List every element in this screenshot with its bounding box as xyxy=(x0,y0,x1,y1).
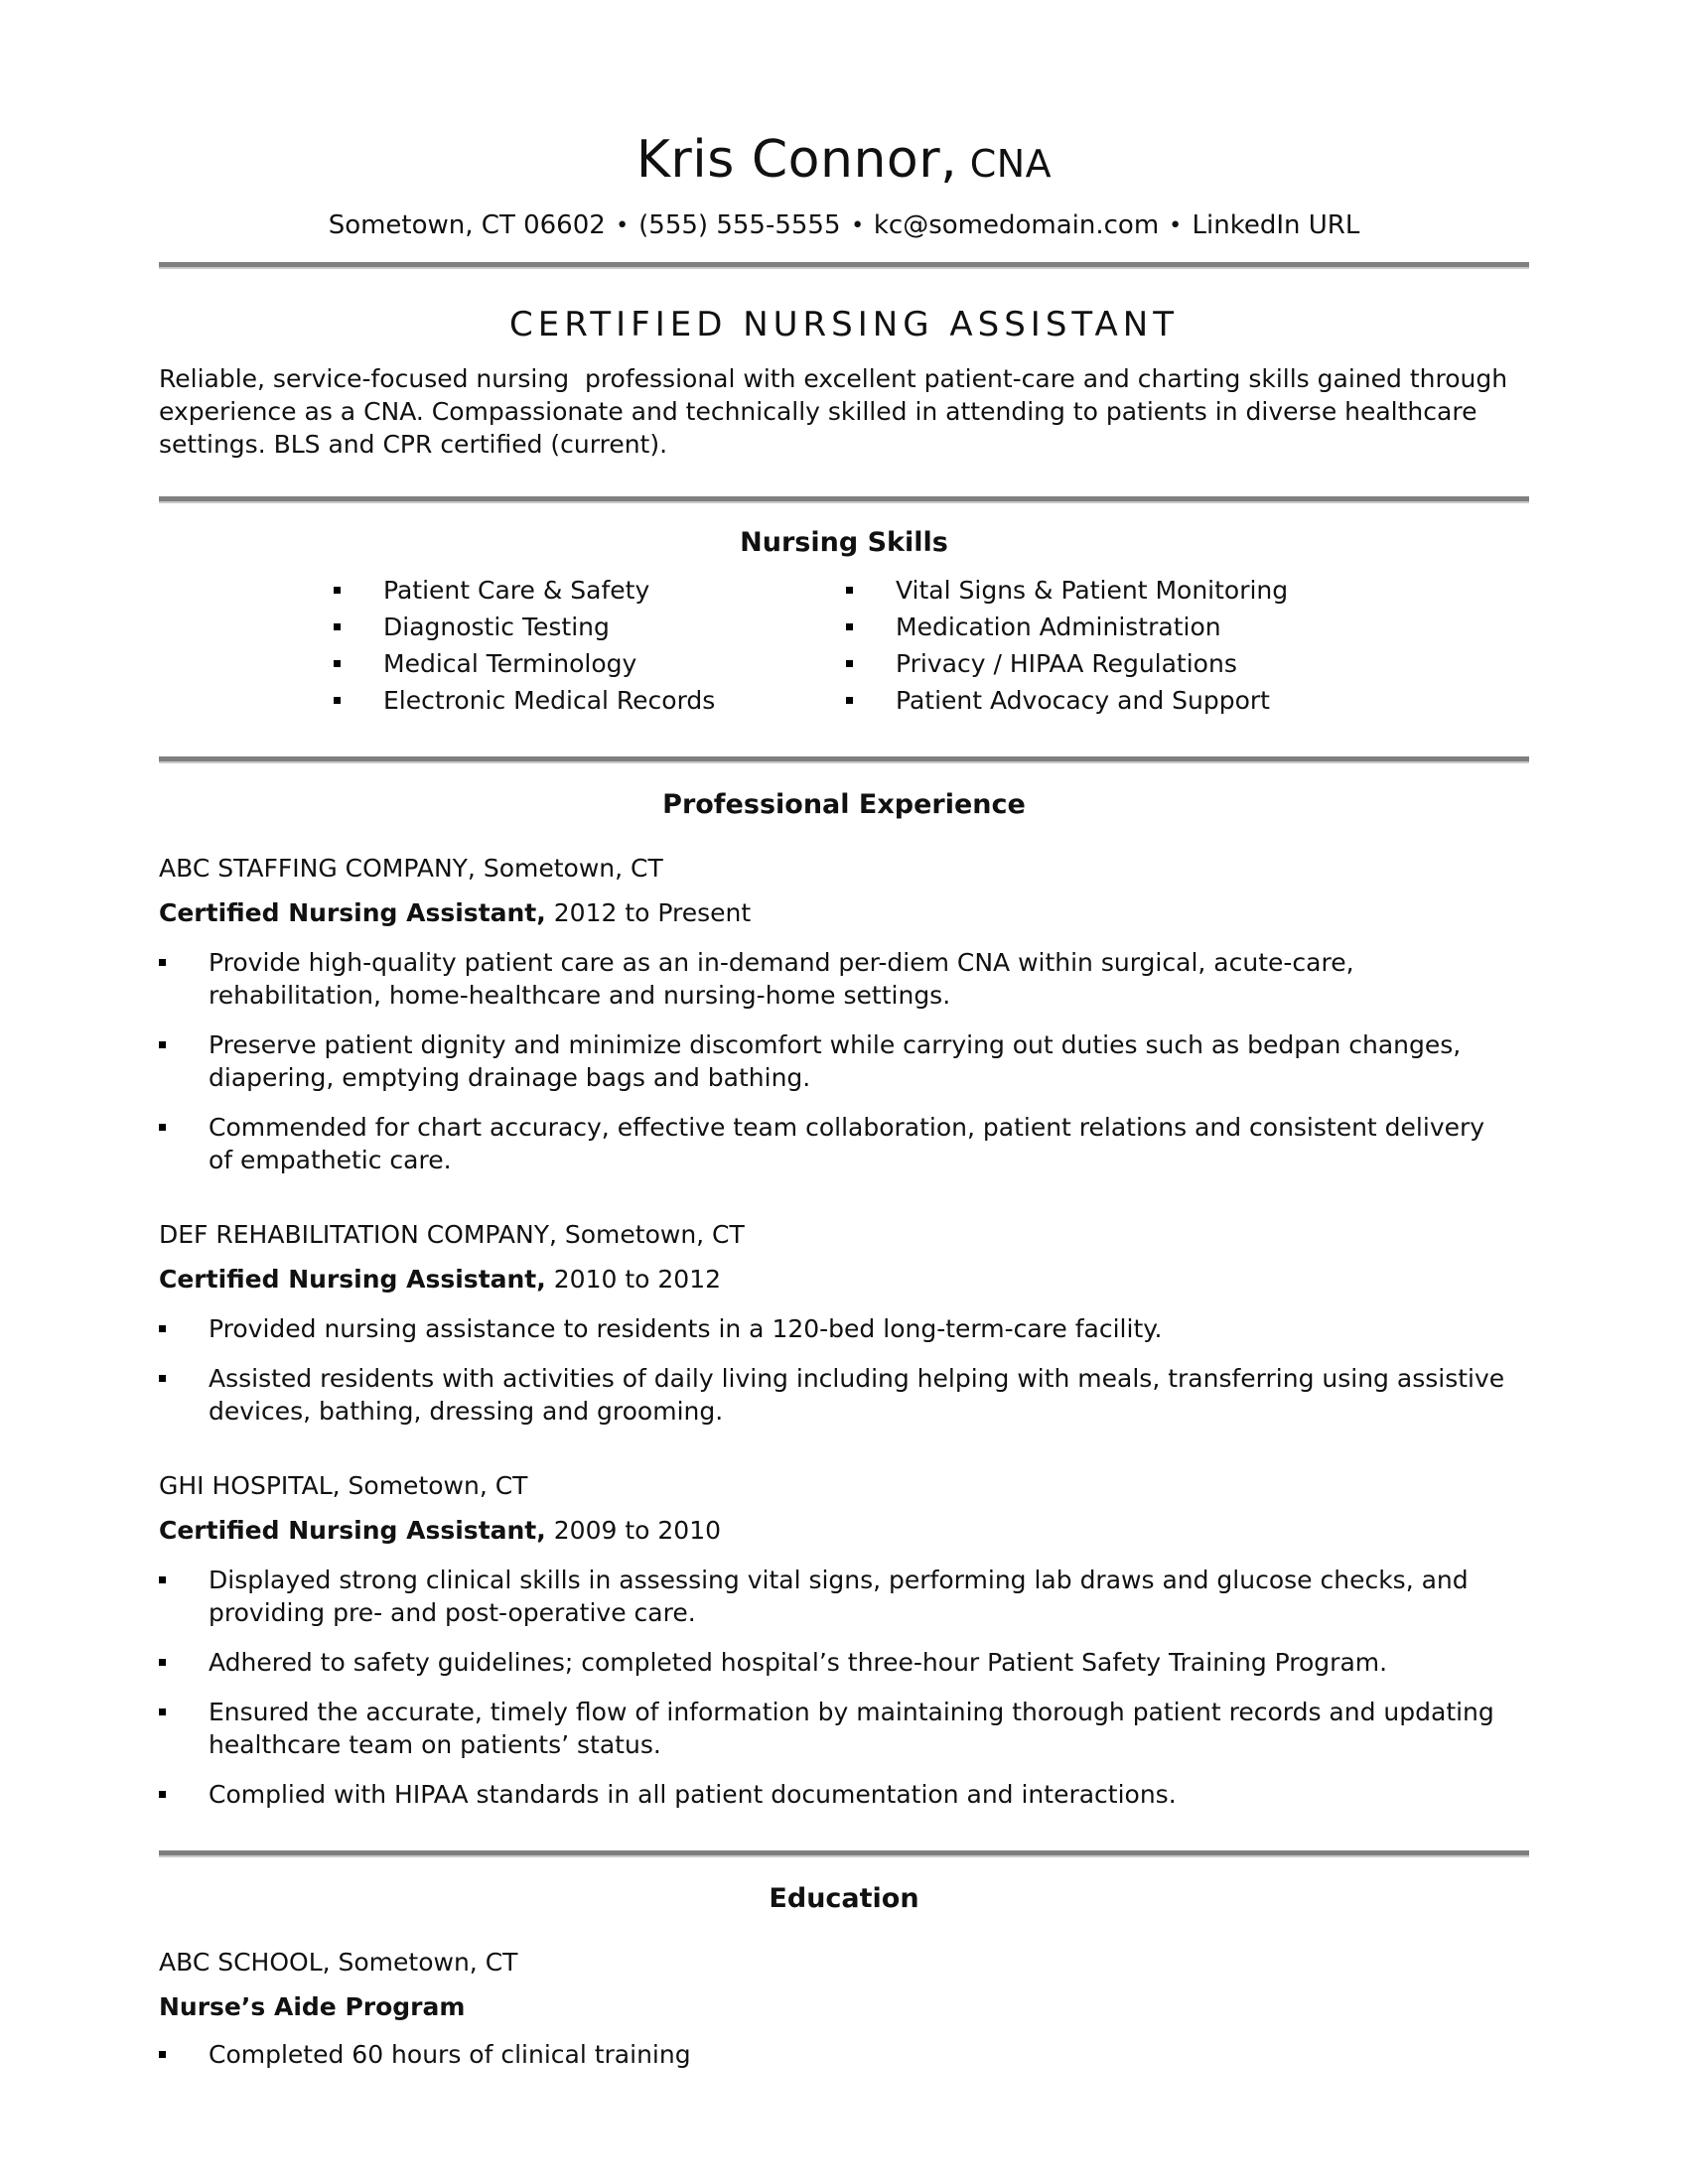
job-company: ABC STAFFING COMPANY, Sometown, CT xyxy=(159,854,663,883)
credential-text: CNA xyxy=(969,142,1053,186)
job-bullet-text: Preserve patient dignity and minimize discomfort while carrying out duties such as bedpan changes, diapering, emptying drainage bags and bathing. xyxy=(209,1030,1462,1092)
job-title: Certified Nursing Assistant, xyxy=(159,898,546,927)
job-bullet-text: Ensured the accurate, timely flow of information by maintaining thorough patient records and updating healthcare team on patients’ status. xyxy=(209,1698,1494,1759)
skills-section-heading: Nursing Skills xyxy=(740,527,948,558)
skills-columns xyxy=(159,572,1529,719)
experience-job xyxy=(159,1469,1529,1811)
job-bullet-list xyxy=(159,1564,1529,1811)
dot-separator-icon: • xyxy=(850,212,864,238)
square-bullet-icon xyxy=(159,1576,166,1583)
skill-item xyxy=(846,645,1288,682)
job-bullet xyxy=(159,1778,1529,1811)
job-bullet xyxy=(159,1646,1529,1679)
square-bullet-icon xyxy=(334,697,341,704)
job-bullet xyxy=(159,1564,1529,1629)
square-bullet-icon xyxy=(159,1375,166,1382)
square-bullet-icon xyxy=(159,2051,166,2058)
square-bullet-icon xyxy=(159,1325,166,1332)
contact-linkedin: LinkedIn URL xyxy=(1192,210,1360,240)
job-bullet xyxy=(159,1111,1529,1176)
contact-location: Sometown, CT 06602 xyxy=(328,210,606,240)
skill-item-text: Medical Terminology xyxy=(383,649,637,678)
job-dates: 2010 to 2012 xyxy=(553,1265,722,1294)
skill-item-text: Patient Advocacy and Support xyxy=(896,686,1270,715)
skill-item xyxy=(334,645,846,682)
experience-job xyxy=(159,1218,1529,1428)
experience-section-heading: Professional Experience xyxy=(662,789,1026,820)
job-title: Certified Nursing Assistant, xyxy=(159,1265,546,1294)
candidate-name-line xyxy=(159,129,1529,195)
dot-separator-icon: • xyxy=(615,212,630,238)
skills-column-right xyxy=(846,572,1288,719)
square-bullet-icon xyxy=(334,587,341,594)
job-bullet-text: Commended for chart accuracy, effective team collaboration, patient relations and consistent delivery of empathetic care. xyxy=(209,1113,1485,1174)
job-bullet-text: Displayed strong clinical skills in assessing vital signs, performing lab draws and glucose checks, and providing pre- and post-operative care. xyxy=(209,1566,1469,1627)
job-title: Certified Nursing Assistant, xyxy=(159,1516,546,1545)
contact-line xyxy=(159,208,1529,242)
square-bullet-icon xyxy=(159,1708,166,1715)
job-title-line xyxy=(159,1263,1529,1296)
job-bullet xyxy=(159,1312,1529,1345)
job-dates: 2012 to Present xyxy=(553,898,752,927)
education-bullet-text: Completed 60 hours of clinical training xyxy=(209,2040,691,2069)
education-program: Nurse’s Aide Program xyxy=(159,1992,466,2021)
job-title-line xyxy=(159,896,1529,929)
job-bullet-list xyxy=(159,1312,1529,1428)
candidate-credential xyxy=(957,142,1052,186)
headline-title: CERTIFIED NURSING ASSISTANT xyxy=(509,305,1179,344)
skill-item xyxy=(334,609,846,645)
job-bullet xyxy=(159,946,1529,1012)
contact-phone: (555) 555-5555 xyxy=(638,210,841,240)
skill-item-text: Diagnostic Testing xyxy=(383,613,610,641)
job-bullet-text: Provide high-quality patient care as an in-demand per-diem CNA within surgical, acute-care, rehabilitation, home-healthcare and nursing-home settings. xyxy=(209,948,1354,1010)
education-school: ABC SCHOOL, Sometown, CT xyxy=(159,1948,518,1977)
job-bullet xyxy=(159,1362,1529,1428)
job-bullet-text: Provided nursing assistance to residents in a 120-bed long-term-care facility. xyxy=(209,1314,1163,1343)
section-divider xyxy=(159,756,1529,763)
skill-item xyxy=(334,682,846,719)
dot-separator-icon: • xyxy=(1169,212,1183,238)
skill-item xyxy=(846,682,1288,719)
skill-item xyxy=(334,572,846,609)
square-bullet-icon xyxy=(846,623,853,630)
job-bullet xyxy=(159,1028,1529,1094)
section-divider xyxy=(159,1850,1529,1857)
job-bullet-list xyxy=(159,946,1529,1176)
square-bullet-icon xyxy=(846,697,853,704)
job-bullet xyxy=(159,1696,1529,1761)
skill-item xyxy=(846,572,1288,609)
square-bullet-icon xyxy=(159,1659,166,1666)
job-company: GHI HOSPITAL, Sometown, CT xyxy=(159,1471,528,1500)
education-bullet-list xyxy=(159,2038,1529,2071)
skill-item-text: Electronic Medical Records xyxy=(383,686,716,715)
skill-item-text: Medication Administration xyxy=(896,613,1221,641)
section-divider xyxy=(159,496,1529,503)
experience-job xyxy=(159,852,1529,1176)
job-bullet-text: Complied with HIPAA standards in all patient documentation and interactions. xyxy=(209,1780,1177,1809)
square-bullet-icon xyxy=(159,1791,166,1798)
job-company: DEF REHABILITATION COMPANY, Sometown, CT xyxy=(159,1220,745,1249)
square-bullet-icon xyxy=(846,587,853,594)
skills-column-left xyxy=(334,572,846,719)
skill-item xyxy=(846,609,1288,645)
skill-item-text: Privacy / HIPAA Regulations xyxy=(896,649,1237,678)
square-bullet-icon xyxy=(334,623,341,630)
section-divider xyxy=(159,262,1529,269)
candidate-name: Kris Connor, xyxy=(635,130,958,190)
summary-text: Reliable, service-focused nursing professional with excellent patient-care and charting skills gained through experience as a CNA. Compassionate and technically skilled in attending to patients in diverse healthcare settings. BLS and CPR certified (current). xyxy=(159,364,1516,459)
square-bullet-icon xyxy=(334,660,341,667)
contact-email: kc@somedomain.com xyxy=(873,210,1160,240)
square-bullet-icon xyxy=(159,959,166,966)
education-section-heading: Education xyxy=(769,1883,919,1914)
square-bullet-icon xyxy=(846,660,853,667)
education-bullet xyxy=(159,2038,1529,2071)
job-bullet-text: Adhered to safety guidelines; completed hospital’s three-hour Patient Safety Training Program. xyxy=(209,1648,1388,1677)
job-bullet-text: Assisted residents with activities of daily living including helping with meals, transferring using assistive devices, bathing, dressing and grooming. xyxy=(209,1364,1505,1426)
job-dates: 2009 to 2010 xyxy=(553,1516,722,1545)
square-bullet-icon xyxy=(159,1041,166,1048)
skill-item-text: Patient Care & Safety xyxy=(383,576,650,605)
skill-item-text: Vital Signs & Patient Monitoring xyxy=(896,576,1289,605)
square-bullet-icon xyxy=(159,1124,166,1131)
job-title-line xyxy=(159,1514,1529,1547)
